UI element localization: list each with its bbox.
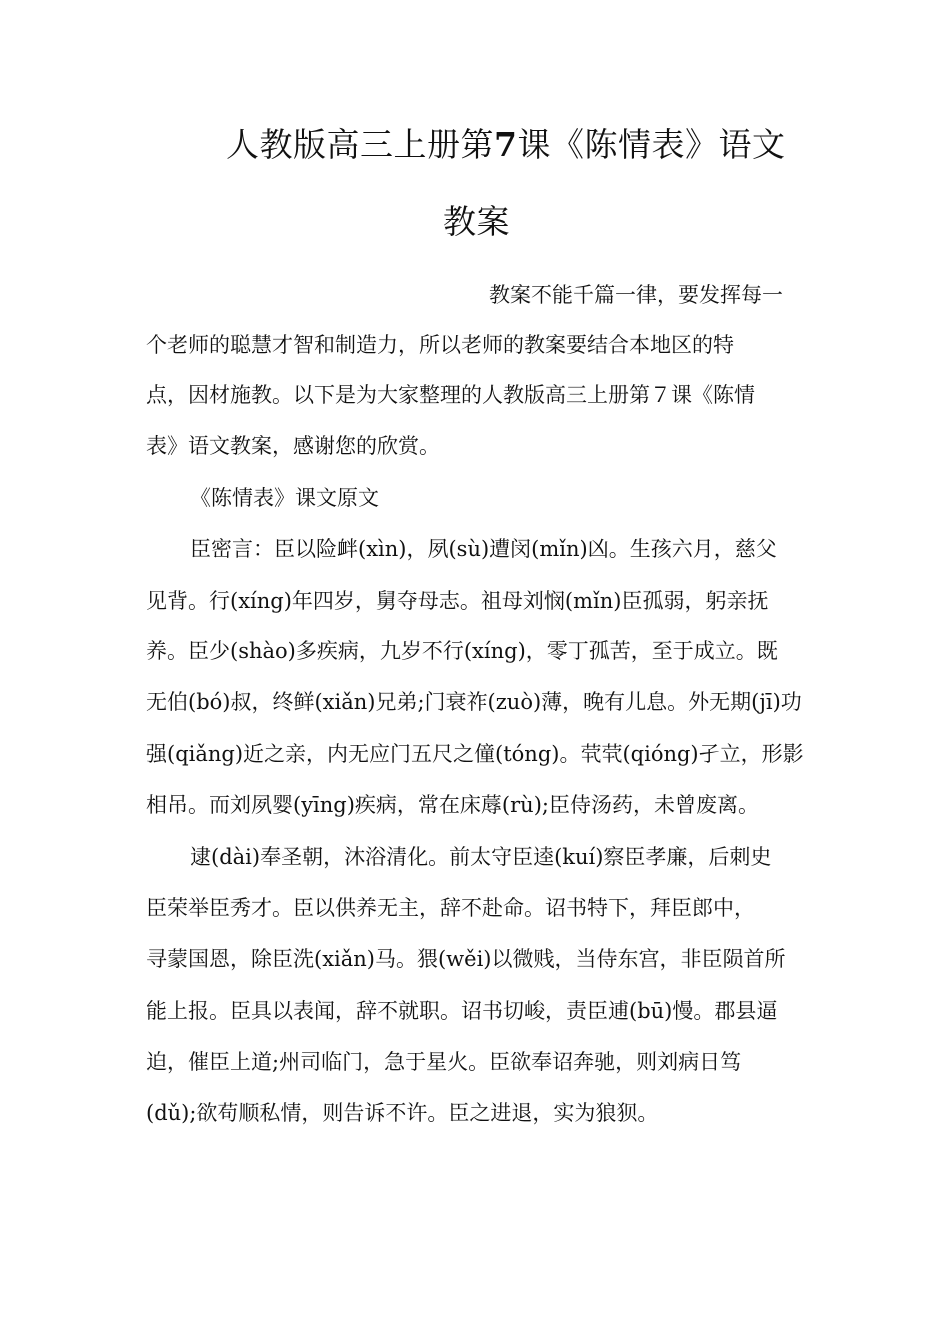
text-line-7: 逮(dài)奉圣朝，沐浴清化。前太守臣逵(kuí)察臣孝廉，后刺史 [190, 845, 772, 869]
document-title-line-1 [226, 125, 785, 165]
intro-line-4: 表》语文教案，感谢您的欣赏。 [146, 434, 440, 458]
intro-line-3: 点，因材施教。以下是为大家整理的人教版高三上册第７课《陈情 [146, 383, 755, 407]
intro-line-2: 个老师的聪慧才智和制造力，所以老师的教案要结合本地区的特 [146, 333, 734, 357]
title-lesson-number: 7 [494, 125, 518, 164]
text-line-1: 臣密言：臣以险衅(xìn)，夙(sù)遭闵(mǐn)凶。生孩六月，慈父 [190, 537, 777, 561]
text-line-11: 迫，催臣上道;州司临门，急于星火。臣欲奉诏奔驰，则刘病日笃 [146, 1050, 742, 1074]
document-title-line-2: 教案 [443, 202, 510, 241]
text-line-5: 强(qiǎng)近之亲，内无应门五尺之僮(tóng)。茕茕(qióng)孑立，形影 [146, 742, 804, 766]
text-line-2: 见背。行(xíng)年四岁，舅夺母志。祖母刘悯(mǐn)臣孤弱，躬亲抚 [146, 589, 769, 613]
text-line-10: 能上报。臣具以表闻，辞不就职。诏书切峻，责臣逋(bū)慢。郡县逼 [146, 999, 778, 1023]
title-text-part-1: 人教版高三上册第 [226, 125, 494, 164]
text-line-6: 相吊。而刘夙婴(yīng)疾病，常在床蓐(rù);臣侍汤药，未曾废离。 [146, 793, 759, 817]
text-line-12: (dǔ);欲苟顺私情，则告诉不许。臣之进退，实为狼狈。 [146, 1101, 659, 1125]
section-heading: 《陈情表》课文原文 [190, 486, 379, 510]
title-text-part-2: 课《陈情表》语文 [517, 125, 786, 164]
text-line-9: 寻蒙国恩，除臣洗(xiǎn)马。猥(wěi)以微贱，当侍东宫，非臣陨首所 [146, 947, 786, 971]
intro-line-1: 教案不能千篇一律，要发挥每一 [489, 283, 783, 307]
text-line-4: 无伯(bó)叔，终鲜(xiǎn)兄弟;门衰祚(zuò)薄，晚有儿息。外无期(jī)功 [146, 690, 802, 714]
text-line-8: 臣荣举臣秀才。臣以供养无主，辞不赴命。诏书特下，拜臣郎中， [146, 896, 755, 920]
text-line-3: 养。臣少(shào)多疾病，九岁不行(xíng)，零丁孤苦，至于成立。既 [146, 639, 778, 663]
